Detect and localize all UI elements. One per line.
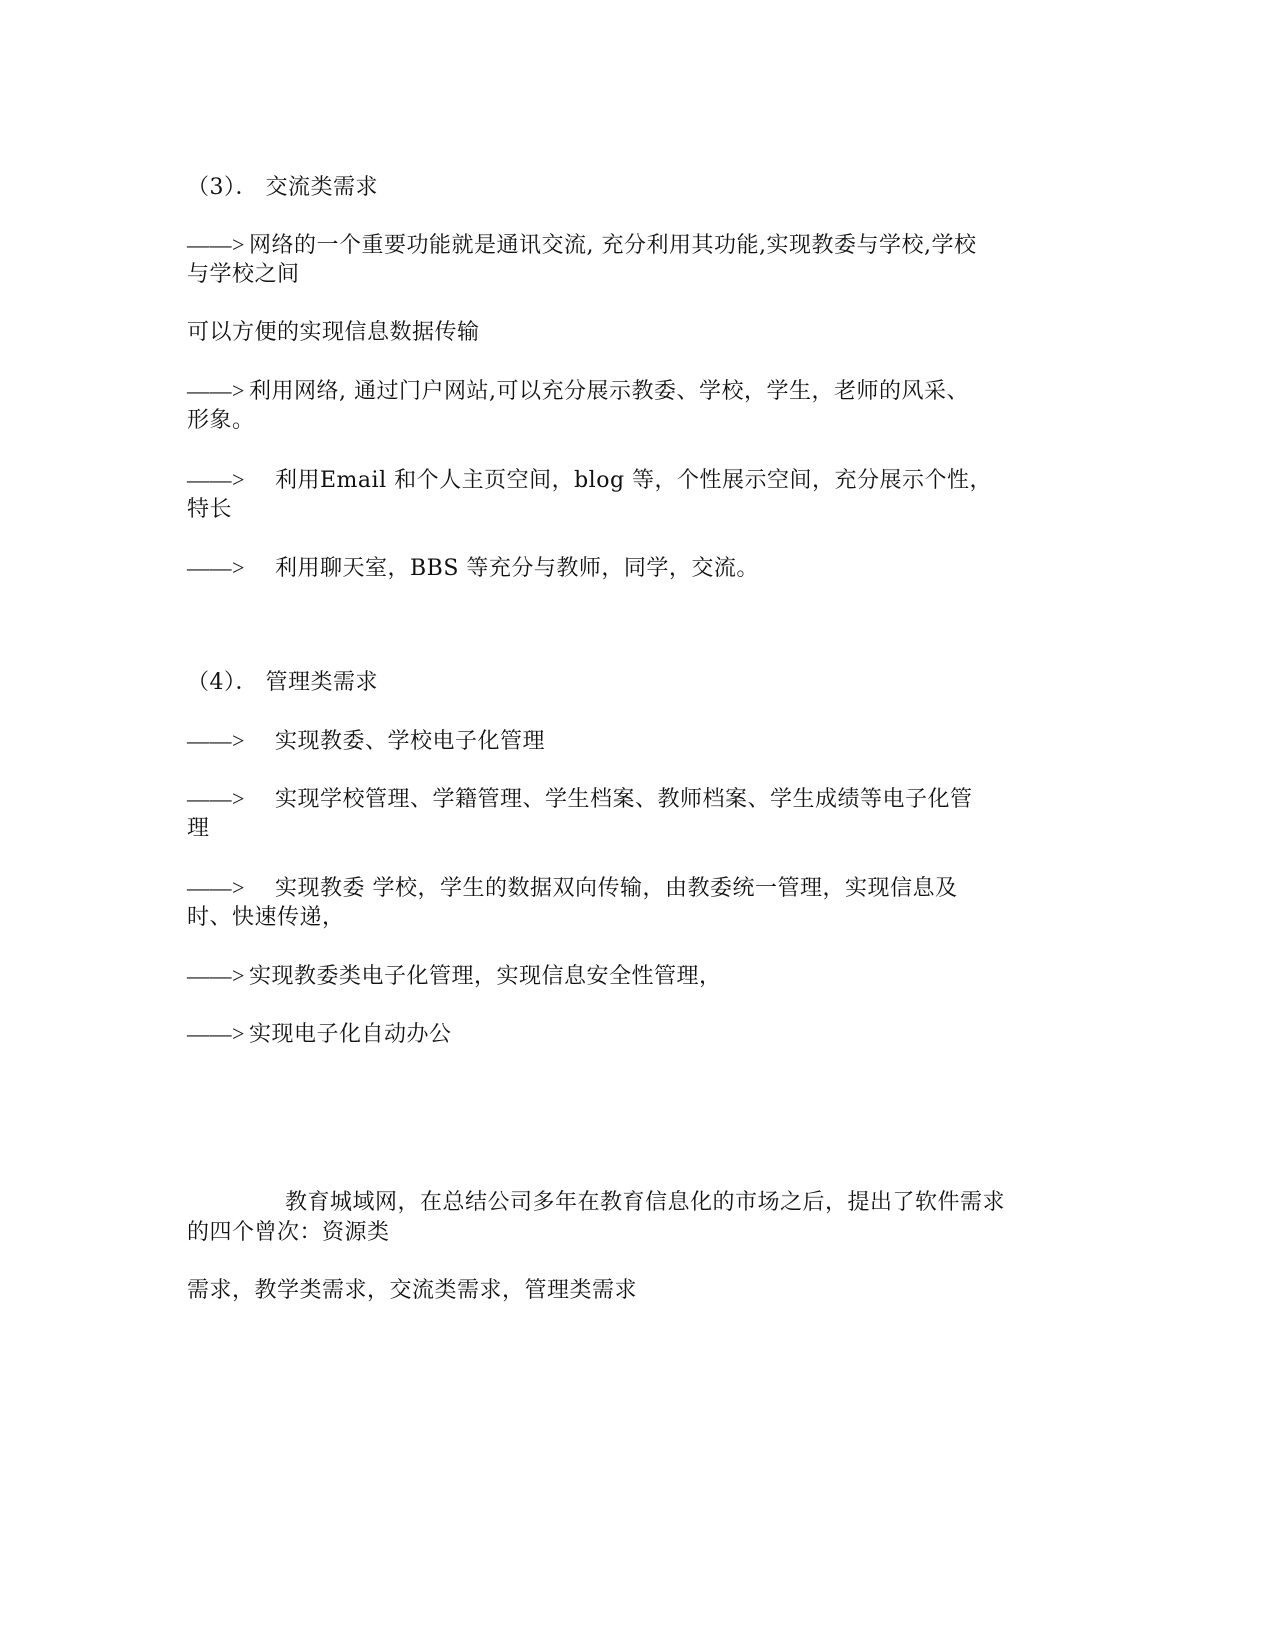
section4-item5-text: 实现电子化自动办公 [249, 1022, 452, 1047]
section4-item1-line1 [187, 726, 545, 757]
section3-item3-text: 利用网络, 通过门户网站,可以充分展示教委、学校，学生，老师的风采、 [249, 379, 969, 404]
summary-line2: 的四个曾次：资源类 [187, 1220, 390, 1245]
arrow-marker: ——> [187, 963, 245, 988]
section3-item4-line1 [187, 465, 992, 496]
section4-item2-line1 [187, 784, 973, 815]
arrow-marker: ——> [187, 1021, 245, 1046]
section4-heading: （4）． 管理类需求 [187, 670, 378, 695]
arrow-marker: ——> [187, 378, 245, 403]
section4-item3-text: 实现教委 学校，学生的数据双向传输，由教委统一管理，实现信息及 [275, 876, 958, 901]
arrow-marker: ——> [187, 232, 245, 257]
summary-line1: 教育城域网，在总结公司多年在教育信息化的市场之后，提出了软件需求 [285, 1190, 1006, 1215]
section4-item4-text: 实现教委类电子化管理，实现信息安全性管理， [249, 964, 722, 989]
arrow-marker: ——> [187, 786, 245, 811]
section4-item2-text: 实现学校管理、学籍管理、学生档案、教师档案、学生成绩等电子化管 [275, 787, 973, 812]
section4-item1-text: 实现教委、学校电子化管理 [275, 729, 546, 754]
section3-item2: 可以方便的实现信息数据传输 [187, 320, 480, 345]
section3-item1-line2: 与学校之间 [187, 262, 300, 287]
arrow-marker: ——> [187, 467, 245, 492]
arrow-marker: ——> [187, 728, 245, 753]
section3-item3-line2: 形象。 [187, 408, 255, 433]
section3-item5-line1 [187, 553, 759, 584]
section3-item5-text: 利用聊天室，BBS 等充分与教师，同学，交流。 [275, 556, 759, 581]
arrow-marker: ——> [187, 875, 245, 900]
section3-item3-line1 [187, 376, 969, 407]
section3-item1-text: 网络的一个重要功能就是通讯交流, 充分利用其功能,实现教委与学校,学校 [249, 233, 977, 258]
section4-item3-line2: 时、快速传递， [187, 905, 345, 930]
section3-heading: （3）． 交流类需求 [187, 175, 378, 200]
section4-item2-line2: 理 [187, 816, 210, 841]
section4-item5-line1 [187, 1019, 452, 1050]
section4-item3-line1 [187, 873, 958, 904]
arrow-marker: ——> [187, 555, 245, 580]
section4-item4-line1 [187, 961, 722, 992]
section3-item1-line1 [187, 230, 976, 261]
summary-line3: 需求，教学类需求，交流类需求，管理类需求 [187, 1278, 638, 1303]
section3-item4-line2: 特长 [187, 497, 233, 522]
section3-item4-text: 利用Email 和个人主页空间，blog 等，个性展示空间，充分展示个性， [275, 468, 993, 493]
